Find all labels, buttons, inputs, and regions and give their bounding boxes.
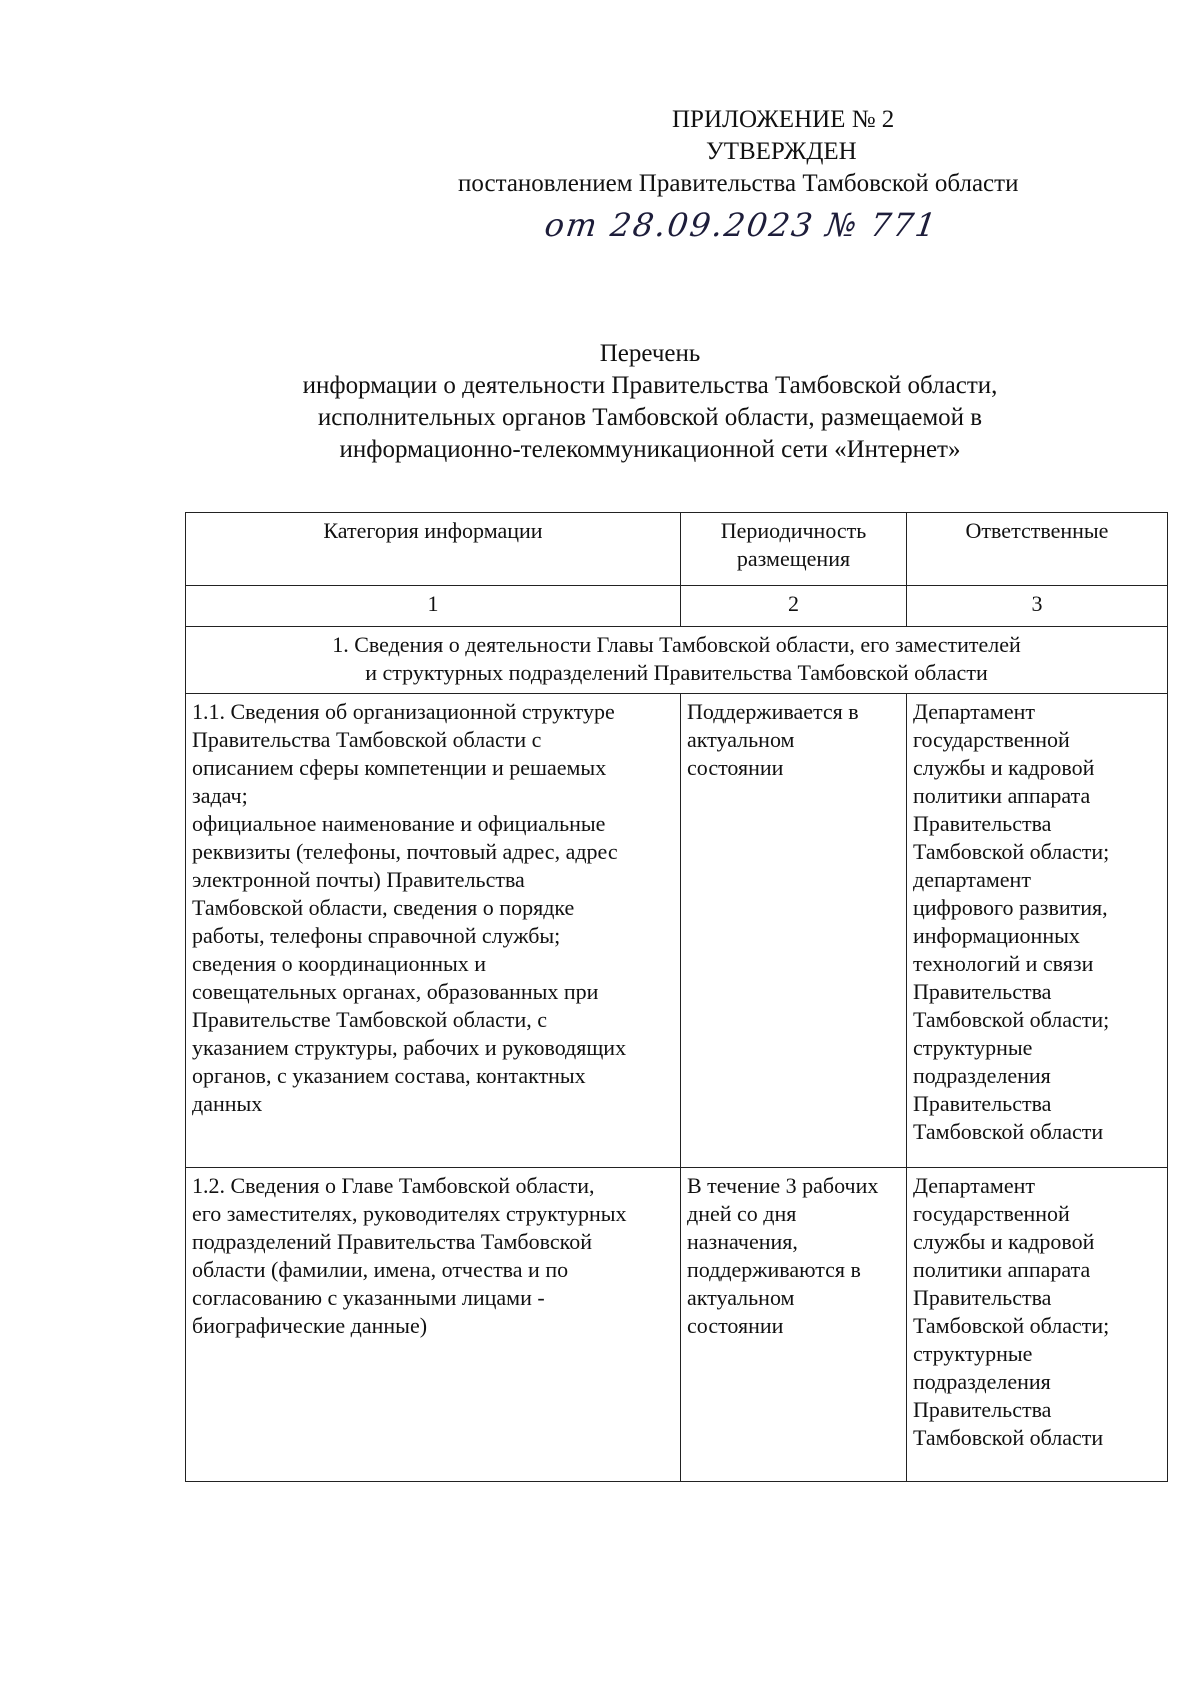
cell-text-line: Департамент — [913, 1173, 1036, 1198]
cell-text-line: Правительстве Тамбовской области, с — [192, 1007, 548, 1032]
section-heading — [186, 627, 1168, 694]
cell-text-line: подразделения — [913, 1063, 1051, 1088]
cell-text-line: биографические данные) — [192, 1313, 428, 1338]
header-periodicity: Периодичность размещения — [681, 513, 907, 586]
column-number: 1 — [186, 586, 681, 627]
column-number: 2 — [681, 586, 907, 627]
column-numbers-row — [186, 586, 1168, 627]
cell-text-line: политики аппарата — [913, 1257, 1091, 1282]
cell-text-line: Правительства Тамбовской области с — [192, 727, 542, 752]
cell-text-line: подразделения — [913, 1369, 1051, 1394]
cell-text-line: Тамбовской области — [913, 1425, 1104, 1450]
cell-text-line: работы, телефоны справочной службы; — [192, 923, 561, 948]
cell-text-line: указанием структуры, рабочих и руководящих — [192, 1035, 627, 1060]
cell-text-line: 1.2. Сведения о Главе Тамбовской области, — [192, 1173, 595, 1198]
category-cell — [186, 694, 681, 1168]
section-heading-row — [186, 627, 1168, 694]
cell-text-line: Правительства — [913, 1397, 1052, 1422]
cell-text-line: официальное наименование и официальные — [192, 811, 606, 836]
title-line-2: информации о деятельности Правительства Тамбовской области, — [302, 372, 998, 399]
cell-text-line: состоянии — [687, 1313, 784, 1338]
cell-text-line: структурные — [913, 1035, 1033, 1060]
cell-text-line: информационных — [913, 923, 1080, 948]
table-row — [186, 694, 1168, 1168]
cell-text-line: В течение 3 рабочих — [687, 1173, 879, 1198]
table-header-row — [186, 513, 1168, 586]
cell-text-line: Тамбовской области; — [913, 839, 1110, 864]
cell-text-line: актуальном — [687, 727, 795, 752]
cell-text-line: цифрового развития, — [913, 895, 1108, 920]
table-row — [186, 1168, 1168, 1482]
cell-text-line: актуальном — [687, 1285, 795, 1310]
cell-text-line: Правительства — [913, 979, 1052, 1004]
cell-text-line: Поддерживается в — [687, 699, 859, 724]
document-title — [200, 338, 1100, 466]
cell-text-line: структурные — [913, 1341, 1033, 1366]
cell-text-line: Тамбовской области, сведения о порядке — [192, 895, 575, 920]
cell-text-line: технологий и связи — [913, 951, 1094, 976]
cell-text-line: реквизиты (телефоны, почтовый адрес, адрес — [192, 839, 618, 864]
cell-text-line: политики аппарата — [913, 783, 1091, 808]
cell-text-line: данных — [192, 1091, 263, 1116]
cell-text-line: Департамент — [913, 699, 1036, 724]
cell-text-line: 1.1. Сведения об организационной структуре — [192, 699, 615, 724]
cell-text-line: органов, с указанием состава, контактных — [192, 1063, 586, 1088]
section-heading-line-1: 1. Сведения о деятельности Главы Тамбовской области, его заместителей — [332, 632, 1021, 657]
header-category: Категория информации — [186, 513, 681, 586]
appendix-number: ПРИЛОЖЕНИЕ № 2 — [672, 106, 895, 133]
cell-text-line: поддерживаются в — [687, 1257, 861, 1282]
approved-by: постановлением Правительства Тамбовской области — [458, 170, 1019, 197]
approved-label: УТВЕРЖДЕН — [706, 138, 857, 165]
cell-text-line: Правительства — [913, 811, 1052, 836]
cell-text-line: Тамбовской области; — [913, 1313, 1110, 1338]
title-line-4: информационно-телекоммуникационной сети «Интернет» — [339, 436, 961, 463]
category-cell — [186, 1168, 681, 1482]
cell-text-line: подразделений Правительства Тамбовской — [192, 1229, 592, 1254]
title-line-3: исполнительных органов Тамбовской области, размещаемой в — [317, 404, 983, 431]
cell-text-line: дней со дня — [687, 1201, 797, 1226]
cell-text-line: Правительства — [913, 1091, 1052, 1116]
cell-text-line: службы и кадровой — [913, 755, 1095, 780]
header-responsible: Ответственные — [907, 513, 1168, 586]
section-heading-line-2: и структурных подразделений Правительства Тамбовской области — [365, 660, 988, 685]
cell-text-line: его заместителях, руководителях структурных — [192, 1201, 627, 1226]
cell-text-line: Правительства — [913, 1285, 1052, 1310]
handwritten-date-number: от 28.09.2023 № 771 — [542, 206, 941, 244]
cell-text-line: государственной — [913, 727, 1070, 752]
periodicity-cell — [681, 1168, 907, 1482]
cell-text-line: состоянии — [687, 755, 784, 780]
cell-text-line: назначения, — [687, 1229, 798, 1254]
appendix-header — [450, 104, 1120, 200]
cell-text-line: сведения о координационных и — [192, 951, 487, 976]
cell-text-line: электронной почты) Правительства — [192, 867, 525, 892]
cell-text-line: государственной — [913, 1201, 1070, 1226]
title-line-1: Перечень — [599, 340, 701, 367]
cell-text-line: Тамбовской области; — [913, 1007, 1110, 1032]
responsible-cell — [907, 1168, 1168, 1482]
information-table — [185, 512, 1168, 1482]
column-number: 3 — [907, 586, 1168, 627]
cell-text-line: департамент — [913, 867, 1031, 892]
cell-text-line: совещательных органах, образованных при — [192, 979, 599, 1004]
cell-text-line: описанием сферы компетенции и решаемых — [192, 755, 607, 780]
cell-text-line: согласованию с указанными лицами - — [192, 1285, 545, 1310]
cell-text-line: задач; — [192, 783, 248, 808]
responsible-cell — [907, 694, 1168, 1168]
cell-text-line: службы и кадровой — [913, 1229, 1095, 1254]
cell-text-line: Тамбовской области — [913, 1119, 1104, 1144]
cell-text-line: области (фамилии, имена, отчества и по — [192, 1257, 569, 1282]
periodicity-cell — [681, 694, 907, 1168]
